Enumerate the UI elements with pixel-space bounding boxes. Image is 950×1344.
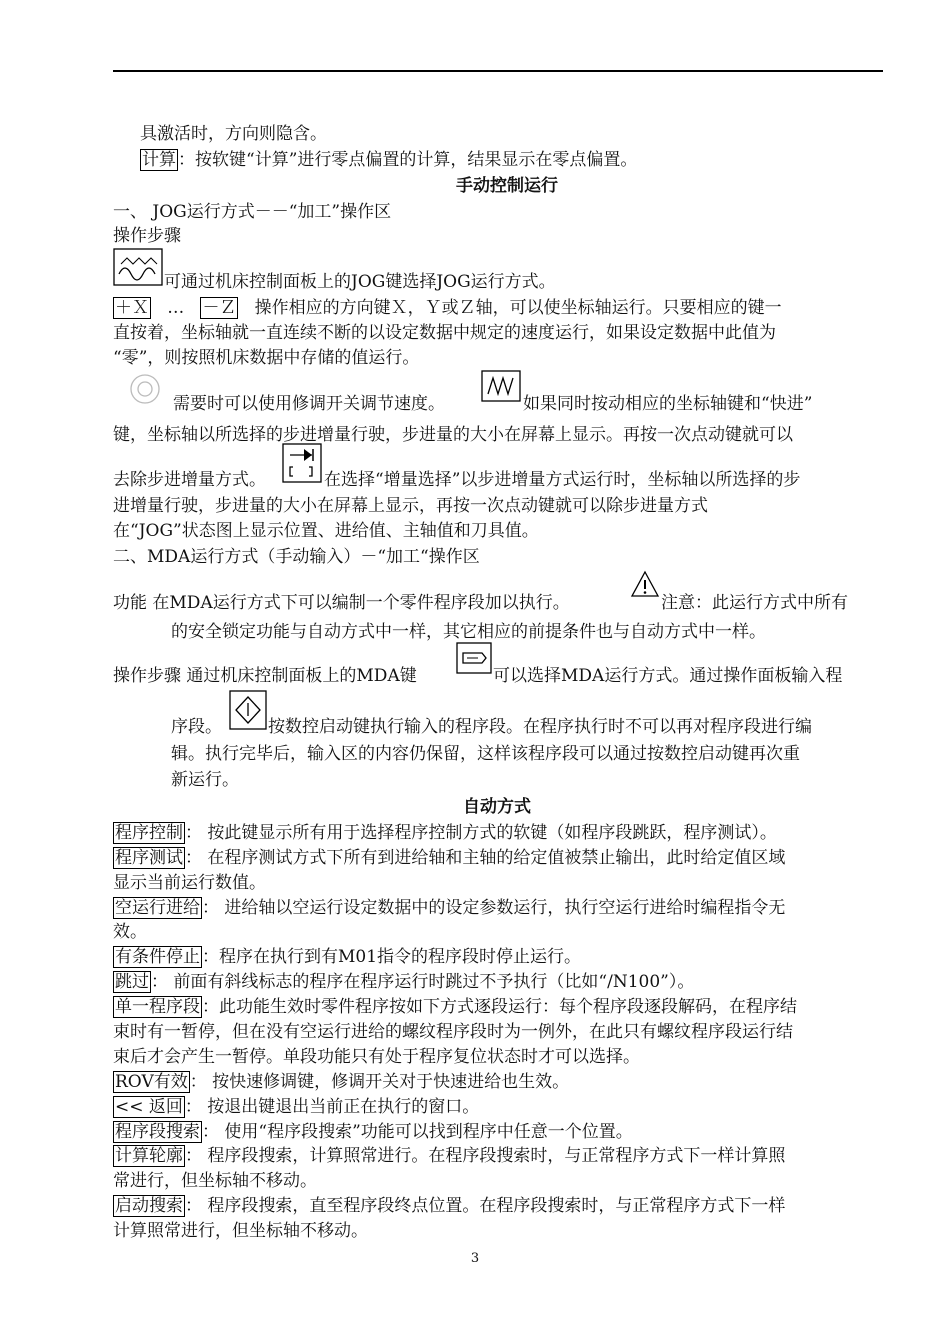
text-line: 在“JOG”状态图上显示位置、进给值、主轴值和刀具值。 xyxy=(113,521,539,541)
text-line: 显示当前运行数值。 xyxy=(113,873,266,893)
text-line: 二、MDA运行方式（手动输入）－“加工“操作区 xyxy=(113,547,480,567)
text-line: 可以选择MDA运行方式。通过操作面板输入程 xyxy=(493,666,843,686)
text-line: 注意：此运行方式中所有 xyxy=(661,593,848,613)
text-line: 束后才会产生一暂停。单段功能只有处于程序复位状态时才可以选择。 xyxy=(113,1047,640,1067)
text-line: 具激活时，方向则隐含。 xyxy=(140,124,327,144)
increment-select-icon xyxy=(282,443,322,483)
cycle-start-icon xyxy=(229,690,267,730)
text-line: 计算照常进行，但坐标轴不移动。 xyxy=(113,1221,368,1241)
text-line: 计算 ：按软键“计算”进行零点偏置的计算，结果显示在零点偏置。 xyxy=(142,150,638,170)
section-heading-manual: 手动控制运行 xyxy=(456,176,558,196)
text-line: 程序测试 ： 在程序测试方式下所有到进给轴和主轴的给定值被禁止输出，此时给定值区域 xyxy=(115,848,786,868)
text-line: 跳过 ： 前面有斜线标志的程序在程序运行时跳过不予执行（比如“/N100”）。 xyxy=(115,972,695,992)
text-line: 程序段搜索 ： 使用“程序段搜索”功能可以找到程序中任意一个位置。 xyxy=(115,1122,633,1142)
rapid-traverse-icon xyxy=(481,370,521,402)
header-rule xyxy=(113,70,883,72)
text-line: 程序控制 ： 按此键显示所有用于选择程序控制方式的软键（如程序段跳跃，程序测试）。 xyxy=(115,823,777,843)
text-line: 操作步骤 xyxy=(113,226,181,246)
text-line: 辑。执行完毕后，输入区的内容仍保留，这样该程序段可以通过按数控启动键再次重 xyxy=(171,744,800,764)
text-line: 直按着，坐标轴就一直连续不断的以设定数据中规定的速度运行，如果设定数据中此值为 xyxy=(113,323,776,343)
text-line: 功能 在MDA运行方式下可以编制一个零件程序段加以执行。 xyxy=(113,593,570,613)
text-line: 空运行进给 ： 进给轴以空运行设定数据中的设定参数运行，执行空运行进给时编程指令无 xyxy=(115,898,786,918)
text-line: 可通过机床控制面板上的JOG键选择JOG运行方式。 xyxy=(164,272,556,292)
text-line: 有条件停止 ：程序在执行到有M01指令的程序段时停止运行。 xyxy=(115,947,582,967)
text-line: 启动搜索 ： 程序段搜索，直至程序段终点位置。在程序段搜索时，与正常程序方式下一样 xyxy=(115,1196,786,1216)
key-prog-ctrl: 程序控制 xyxy=(115,823,183,843)
text-line: 束时有一暂停，但在没有空运行进给的螺纹程序段时为一例外，在此只有螺纹程序段运行结 xyxy=(113,1022,793,1042)
key-block-search: 程序段搜索 xyxy=(115,1122,200,1142)
text-line: ＋Ｘ … －Ｚ 操作相应的方向键Ｘ，Ｙ或Ｚ轴，可以使坐标轴运行。只要相应的键一 xyxy=(115,298,782,318)
text-line: 需要时可以使用修调开关调节速度。 xyxy=(173,394,445,414)
text-line: 在选择“增量选择”以步进增量方式运行时，坐标轴以所选择的步 xyxy=(324,470,801,490)
text-line: 效。 xyxy=(113,922,147,942)
key-minus-z: －Ｚ xyxy=(202,298,237,318)
key-cond-stop: 有条件停止 xyxy=(115,947,200,967)
text-line: “零”，则按照机床数据中存储的值运行。 xyxy=(113,348,420,368)
key-prog-test: 程序测试 xyxy=(115,848,183,868)
key-back: << 返回 xyxy=(115,1097,183,1117)
text-line: 常进行，但坐标轴不移动。 xyxy=(113,1171,317,1191)
key-rov: ROV有效 xyxy=(115,1072,188,1092)
text-line: 如果同时按动相应的坐标轴键和“快进” xyxy=(523,394,813,414)
key-dry-run: 空运行进给 xyxy=(115,898,200,918)
key-plus-x: ＋Ｘ xyxy=(115,298,149,318)
key-skip: 跳过 xyxy=(115,972,149,992)
jog-wave-icon xyxy=(113,248,163,286)
page-number: 3 xyxy=(470,1251,480,1266)
key-calc-contour: 计算轮廓 xyxy=(115,1146,183,1166)
text-line: 去除步进增量方式。 xyxy=(113,470,266,490)
key-calc: 计算 xyxy=(142,150,176,170)
text-line: << 返回 ： 按退出键退出当前正在执行的窗口。 xyxy=(115,1097,480,1117)
override-knob-icon xyxy=(128,372,162,406)
text-line: 进增量行驶，步进量的大小在屏幕上显示，再按一次点动键就可以除步进量方式 xyxy=(113,496,708,516)
text-line: 一、 JOG运行方式－－“加工”操作区 xyxy=(113,202,392,222)
section-heading-auto: 自动方式 xyxy=(463,797,531,817)
text-line: 操作步骤 通过机床控制面板上的MDA键 xyxy=(113,666,417,686)
text-line: 新运行。 xyxy=(171,770,239,790)
text-line: 序段。 xyxy=(171,717,222,737)
mda-key-icon xyxy=(456,642,492,674)
warning-icon xyxy=(630,570,660,598)
key-start-search: 启动搜索 xyxy=(115,1196,183,1216)
text-line: 单一程序段 ：此功能生效时零件程序按如下方式逐段运行：每个程序段逐段解码，在程序结 xyxy=(115,997,797,1017)
text-line: ROV有效 ： 按快速修调键，修调开关对于快速进给也生效。 xyxy=(115,1072,570,1092)
text-line: 按数控启动键执行输入的程序段。在程序执行时不可以再对程序段进行编 xyxy=(268,717,812,737)
text-line: 的安全锁定功能与自动方式中一样，其它相应的前提条件也与自动方式中一样。 xyxy=(171,622,766,642)
text-line: 键，坐标轴以所选择的步进增量行驶，步进量的大小在屏幕上显示。再按一次点动键就可以 xyxy=(113,425,793,445)
text-line: 计算轮廓 ： 程序段搜索，计算照常进行。在程序段搜索时，与正常程序方式下一样计算照 xyxy=(115,1146,786,1166)
key-single-block: 单一程序段 xyxy=(115,997,200,1017)
